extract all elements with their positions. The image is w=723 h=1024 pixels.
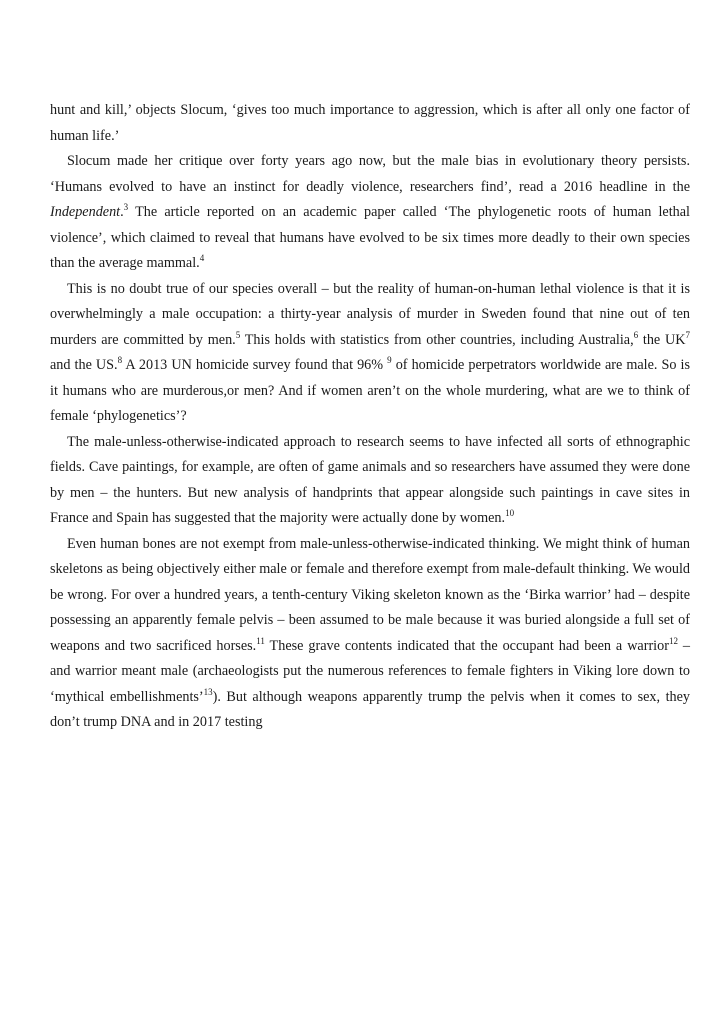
page-body [50,98,690,736]
text-run: ). But although weapons apparently trump the pelvis when it comes to sex, they don’t trump DNA and in 2017 testing [50,688,690,730]
footnote-marker: 13 [203,686,213,697]
text-run: This holds with statistics from other countries, including Australia, [240,331,634,348]
text-run: The article reported on an academic paper called ‘The phylogenetic roots of human lethal violence’, which claimed to reveal that humans have evolved to be six times more deadly to their own species than the average mammal. [50,204,690,271]
text-run: . [120,204,124,220]
text-run: Even human bones are not exempt from male-unless-otherwise-indicated thinking. We might think of human skeletons as being objectively either male or female and therefore exempt from male-default thinking. We would be wrong. For over a hundred years, a tenth-century Viking skeleton known as the ‘Birka warrior’ had – despite possessing an apparently female pelvis – been assumed to be male because it was buried alongside a full set of weapons and two sacrificed horses. [50,535,690,654]
footnote-marker: 9 [387,355,392,365]
text-run: Slocum made her critique over forty years ago now, but the male bias in evolutionary theory persists. ‘Humans evolved to have an instinct for deadly violence, researchers find’, read a 2016 headline in the [50,153,690,195]
text-run: of homicide perpetrators worldwide are male. So is it humans who are murderous,or men? And if women aren’t on the whole murdering, what are we to think of female ‘phylogenetics’? [50,357,690,424]
paragraph [50,98,690,149]
paragraph [50,430,690,532]
text-run: hunt and kill,’ objects Slocum, ‘gives too much importance to aggression, which is after all only one factor of human life.’ [50,102,690,144]
footnote-marker: 5 [235,329,241,340]
footnote-marker: 11 [256,635,265,646]
paragraph [50,149,690,277]
footnote-marker: 10 [505,508,515,518]
italic-text: Independent [50,204,121,220]
footnote-marker: 6 [633,329,639,340]
text-run: The male-unless-otherwise-indicated approach to research seems to have infected all sorts of ethnographic fields. Cave paintings, for example, are often of game animals and so researchers have assumed they were done by men – the hunters. But new analysis of handprints that appear alongside such paintings in cave sites in France and Spain has suggested that the majority were actually done by women. [50,433,690,526]
text-run: A 2013 UN homicide survey found that 96% [122,357,388,373]
footnote-marker: 7 [685,329,690,340]
footnote-marker: 3 [123,202,129,212]
paragraph [50,532,690,736]
text-run: This is no doubt true of our species overall – but the reality of human-on-human lethal violence is that it is overwhelmingly a male occupation: a thirty-year analysis of murder in Sweden found that nine out of ten murders are committed by men. [50,280,690,348]
footnote-marker: 8 [117,355,123,365]
paragraph [50,277,690,430]
text-run: These grave contents indicated that the occupant had been a warrior [264,637,669,654]
text-run: the UK [638,331,686,348]
text-run: – and warrior meant male (archaeologists put the numerous references to female fighters in Viking lore down to ‘mythical embellishments’ [50,637,691,705]
footnote-marker: 12 [668,635,678,646]
text-run: and the US. [50,357,118,373]
footnote-marker: 4 [199,253,205,263]
